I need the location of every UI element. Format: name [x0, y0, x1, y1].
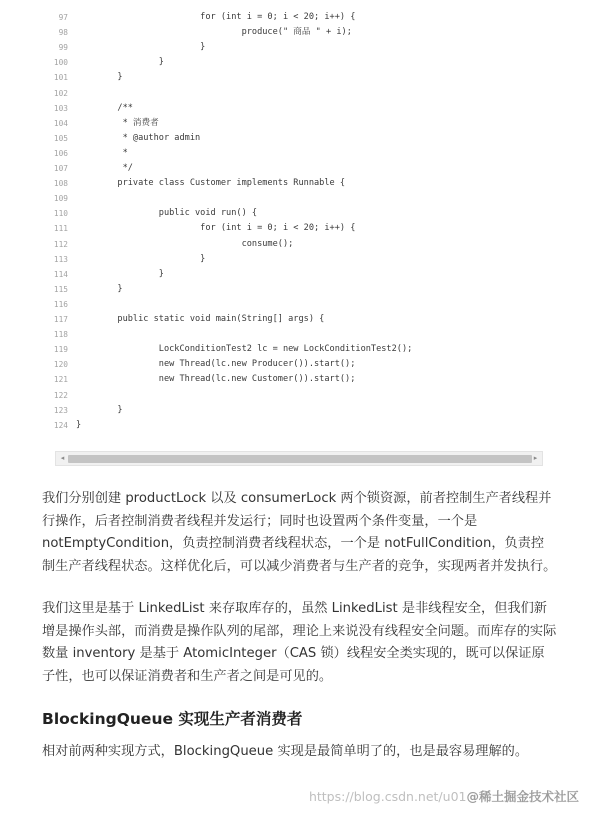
code-line — [52, 372, 542, 387]
line-number: 113 — [53, 254, 68, 264]
code-line — [52, 388, 542, 403]
code-line — [52, 10, 542, 25]
code-line — [52, 342, 542, 357]
code-line — [52, 312, 542, 327]
code-line — [52, 327, 542, 342]
code-line — [52, 146, 542, 161]
section-heading: BlockingQueue 实现生产者消费者 — [42, 710, 303, 728]
watermark — [309, 787, 579, 805]
scrollbar-thumb[interactable] — [68, 455, 532, 463]
code-line — [52, 297, 542, 312]
line-number: 109 — [53, 194, 68, 204]
code-line — [52, 116, 542, 131]
line-number: 110 — [53, 209, 68, 219]
code-block — [52, 0, 542, 470]
code-text: new Thread(lc.new Producer()).start(); — [76, 359, 356, 370]
code-line — [52, 191, 542, 206]
line-number: 108 — [53, 179, 68, 189]
code-text: * — [76, 147, 128, 158]
code-text: * @author admin — [76, 132, 201, 143]
code-text: } — [76, 268, 164, 279]
code-text: public void run() { — [76, 208, 258, 219]
horizontal-scrollbar[interactable] — [55, 451, 543, 466]
code-line — [52, 101, 542, 116]
line-number: 100 — [53, 58, 68, 68]
code-line — [52, 131, 542, 146]
code-line — [52, 40, 542, 55]
code-text: produce(" 商品 " + i); — [76, 27, 352, 38]
code-line — [52, 25, 542, 40]
code-line — [52, 86, 542, 101]
code-text: } — [76, 42, 206, 53]
line-number: 116 — [53, 299, 68, 309]
code-text: private class Customer implements Runnable { — [76, 178, 346, 189]
line-number: 107 — [53, 164, 68, 173]
code-text: for (int i = 0; i < 20; i++) { — [76, 12, 356, 22]
code-text: } — [76, 419, 82, 430]
line-number: 124 — [53, 420, 68, 430]
line-number: 119 — [53, 345, 68, 355]
code-line — [52, 55, 542, 70]
code-text: /** — [76, 102, 133, 113]
code-line — [52, 237, 542, 252]
code-line — [52, 221, 542, 236]
line-number: 118 — [53, 330, 68, 340]
paragraph-locks: 我们分别创建 productLock 以及 consumerLock 两个锁资源，前者控制生产者线程并行操作，后者控制消费者线程并发运行；同时也设置两个条件变量，一个是 notEmptyCondition，负责控制消费者线程状态，一个是 notFullCondition，负责控制生产者线程状态。这样优化后，可以减少消费者与生产者的竞争，实现两者并发执行。 — [42, 491, 557, 574]
line-number: 121 — [53, 375, 68, 385]
code-text: * 消费者 — [76, 117, 159, 128]
code-text: consume(); — [76, 238, 294, 249]
line-number: 101 — [53, 73, 68, 83]
code-line — [52, 176, 542, 191]
code-line — [52, 252, 542, 267]
watermark-url: https://blog.csdn.net/u01 — [308, 789, 467, 804]
code-text: } — [76, 404, 123, 415]
code-line — [52, 418, 542, 433]
line-number: 99 — [58, 43, 68, 53]
code-line — [52, 161, 542, 176]
code-text: } — [76, 72, 123, 83]
line-number: 102 — [53, 88, 68, 98]
code-text: new Thread(lc.new Customer()).start(); — [76, 374, 356, 385]
line-number: 98 — [58, 28, 68, 38]
code-line — [52, 357, 542, 372]
line-number: 115 — [53, 284, 68, 294]
paragraph-linkedlist: 我们这里是基于 LinkedList 来存取库存的，虽然 LinkedList 是非线程安全，但我们新增是操作头部，而消费是操作队列的尾部，理论上来说没有线程安全问题。而库存的实际数量 inventory 是基于 AtomicInteger（CAS 锁）线程安全类实现的，既可以保证原子性，也可以保证消费者和生产者之间是可见的。 — [42, 601, 557, 684]
code-line — [52, 282, 542, 297]
line-number: 114 — [53, 269, 68, 279]
code-text: } — [76, 283, 123, 294]
line-number: 112 — [53, 239, 68, 249]
code-line — [52, 70, 542, 85]
line-number: 104 — [53, 118, 68, 128]
line-number: 111 — [53, 224, 68, 234]
code-text: public static void main(String[] args) { — [76, 314, 325, 324]
line-number: 120 — [53, 360, 68, 370]
line-number: 97 — [58, 13, 68, 22]
code-text: } — [76, 253, 206, 264]
code-text: */ — [76, 163, 133, 173]
code-text: } — [76, 57, 164, 68]
code-line — [52, 403, 542, 418]
line-number: 106 — [53, 148, 68, 158]
line-number: 117 — [53, 315, 68, 324]
watermark-logo: @稀土掘金技术社区 — [466, 789, 579, 804]
paragraph-blockingqueue: 相对前两种实现方式，BlockingQueue 实现是最简单明了的，也是最容易理解的。 — [42, 744, 529, 759]
code-line — [52, 267, 542, 282]
code-text: LockConditionTest2 lc = new LockConditionTest2(); — [76, 344, 413, 355]
scroll-right-arrow-icon[interactable]: ▸ — [533, 454, 538, 462]
line-number: 105 — [53, 133, 68, 143]
line-number: 122 — [53, 390, 68, 400]
line-number: 103 — [53, 103, 68, 113]
code-line — [52, 206, 542, 221]
code-text: for (int i = 0; i < 20; i++) { — [76, 223, 356, 234]
line-number: 123 — [53, 405, 68, 415]
scroll-left-arrow-icon[interactable]: ◂ — [60, 454, 65, 462]
